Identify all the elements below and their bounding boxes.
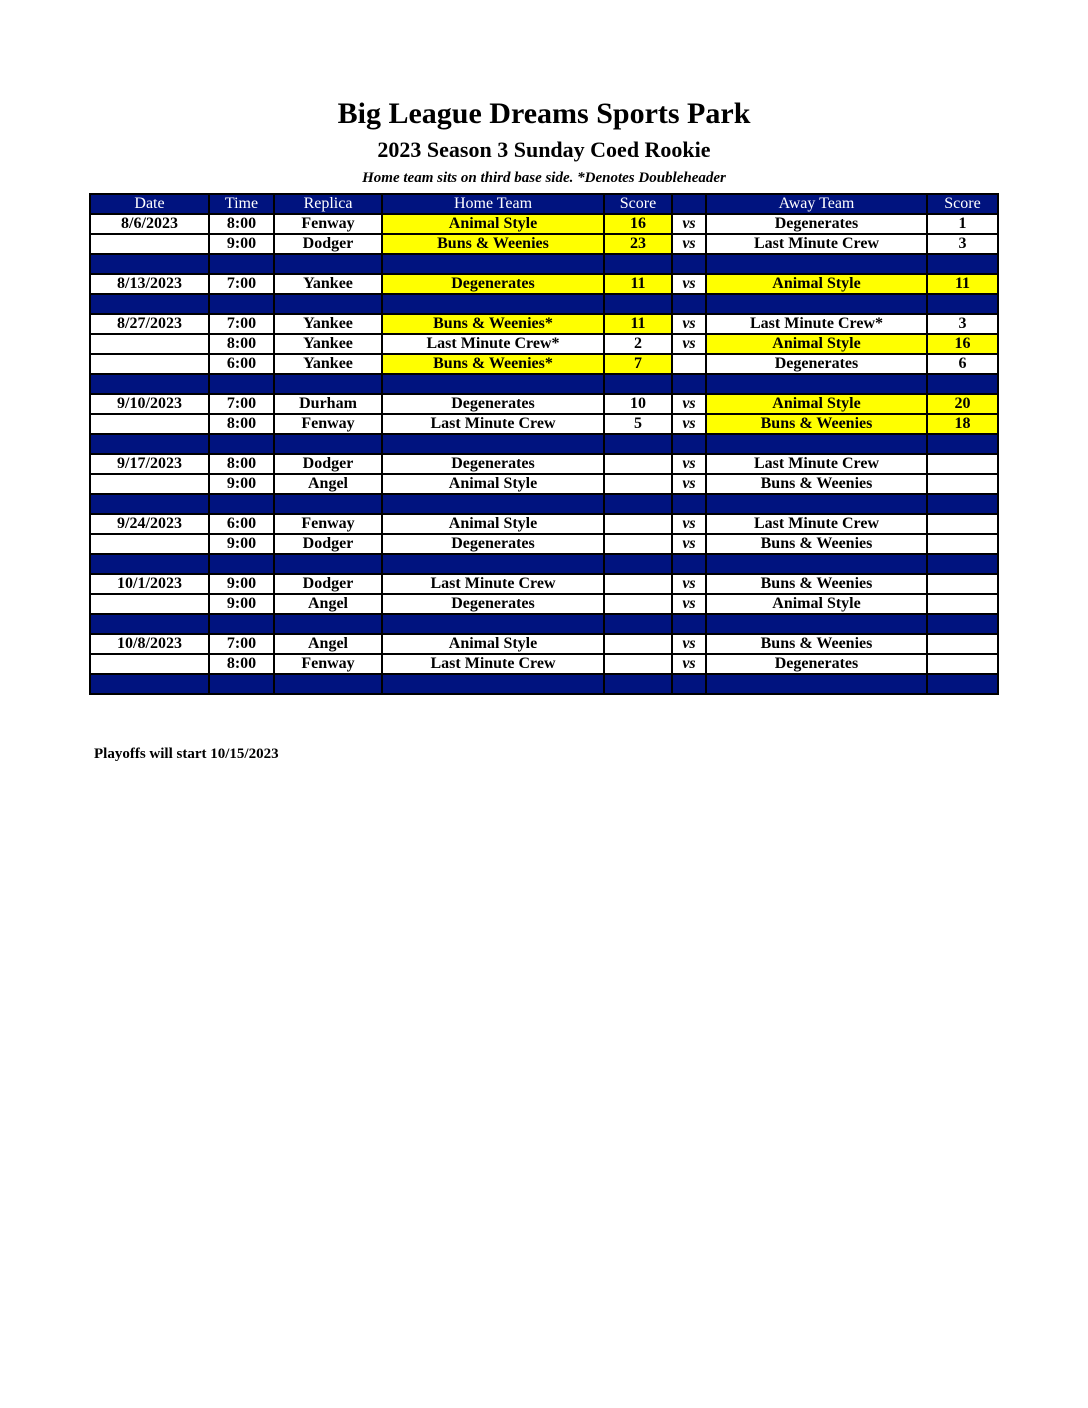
vs-cell: vs <box>672 474 706 494</box>
home-score-cell: 16 <box>604 214 672 234</box>
home-team-cell: Last Minute Crew <box>382 574 604 594</box>
replica-cell: Angel <box>274 634 382 654</box>
away-score-cell <box>927 634 998 654</box>
time-cell: 8:00 <box>209 334 274 354</box>
away-team-cell: Animal Style <box>706 394 927 414</box>
separator-cell <box>209 294 274 314</box>
away-team-cell: Buns & Weenies <box>706 634 927 654</box>
table-header-row <box>90 194 998 214</box>
home-score-cell: 10 <box>604 394 672 414</box>
separator-cell <box>604 434 672 454</box>
date-cell: 8/13/2023 <box>90 274 209 294</box>
home-team-cell: Animal Style <box>382 474 604 494</box>
separator-cell <box>209 254 274 274</box>
home-team-cell: Buns & Weenies <box>382 234 604 254</box>
date-cell <box>90 474 209 494</box>
away-score-cell: 18 <box>927 414 998 434</box>
separator-cell <box>274 374 382 394</box>
replica-cell: Fenway <box>274 214 382 234</box>
home-team-cell: Last Minute Crew* <box>382 334 604 354</box>
away-team-cell: Buns & Weenies <box>706 574 927 594</box>
time-cell: 9:00 <box>209 234 274 254</box>
date-cell <box>90 414 209 434</box>
away-team-cell: Last Minute Crew* <box>706 314 927 334</box>
time-cell: 9:00 <box>209 474 274 494</box>
separator-cell <box>672 674 706 694</box>
separator-cell <box>604 494 672 514</box>
vs-cell: vs <box>672 214 706 234</box>
playoffs-note: Playoffs will start 10/15/2023 <box>94 746 279 762</box>
separator-cell <box>382 434 604 454</box>
column-header-away-team: Away Team <box>706 194 927 214</box>
table-row <box>90 574 998 594</box>
date-cell <box>90 534 209 554</box>
away-score-cell <box>927 474 998 494</box>
replica-cell: Dodger <box>274 574 382 594</box>
separator-cell <box>706 554 927 574</box>
separator-row <box>90 434 998 454</box>
replica-cell: Durham <box>274 394 382 414</box>
home-score-cell <box>604 514 672 534</box>
home-team-cell: Buns & Weenies* <box>382 314 604 334</box>
separator-cell <box>209 494 274 514</box>
time-cell: 6:00 <box>209 354 274 374</box>
home-score-cell: 2 <box>604 334 672 354</box>
column-header-date: Date <box>90 194 209 214</box>
replica-cell: Yankee <box>274 274 382 294</box>
time-cell: 9:00 <box>209 574 274 594</box>
home-team-cell: Degenerates <box>382 534 604 554</box>
separator-row <box>90 674 998 694</box>
separator-cell <box>274 674 382 694</box>
home-team-cell: Degenerates <box>382 594 604 614</box>
separator-cell <box>927 434 998 454</box>
separator-cell <box>927 254 998 274</box>
time-cell: 8:00 <box>209 214 274 234</box>
separator-row <box>90 294 998 314</box>
replica-cell: Fenway <box>274 654 382 674</box>
home-score-cell <box>604 634 672 654</box>
separator-cell <box>706 294 927 314</box>
separator-cell <box>274 554 382 574</box>
time-cell: 7:00 <box>209 274 274 294</box>
separator-cell <box>706 254 927 274</box>
replica-cell: Dodger <box>274 234 382 254</box>
separator-cell <box>604 294 672 314</box>
time-cell: 8:00 <box>209 414 274 434</box>
separator-cell <box>672 254 706 274</box>
separator-cell <box>274 434 382 454</box>
separator-cell <box>274 254 382 274</box>
date-cell: 8/6/2023 <box>90 214 209 234</box>
separator-cell <box>209 434 274 454</box>
separator-cell <box>672 434 706 454</box>
time-cell: 6:00 <box>209 514 274 534</box>
vs-cell: vs <box>672 514 706 534</box>
separator-cell <box>382 254 604 274</box>
vs-cell: vs <box>672 654 706 674</box>
away-team-cell: Degenerates <box>706 354 927 374</box>
date-cell <box>90 234 209 254</box>
table-row <box>90 394 998 414</box>
home-team-cell: Degenerates <box>382 394 604 414</box>
separator-cell <box>706 614 927 634</box>
table-row <box>90 474 998 494</box>
home-score-cell <box>604 454 672 474</box>
date-cell: 8/27/2023 <box>90 314 209 334</box>
separator-cell <box>274 494 382 514</box>
home-team-cell: Degenerates <box>382 454 604 474</box>
separator-cell <box>927 674 998 694</box>
away-team-cell: Buns & Weenies <box>706 414 927 434</box>
separator-cell <box>382 494 604 514</box>
separator-cell <box>90 294 209 314</box>
away-score-cell <box>927 654 998 674</box>
page-subtitle: 2023 Season 3 Sunday Coed Rookie <box>377 137 711 162</box>
away-team-cell: Degenerates <box>706 654 927 674</box>
table-row <box>90 634 998 654</box>
table-row <box>90 274 998 294</box>
away-score-cell <box>927 594 998 614</box>
schedule-note: Home team sits on third base side. *Denotes Doubleheader <box>362 170 726 186</box>
replica-cell: Fenway <box>274 414 382 434</box>
vs-cell: vs <box>672 594 706 614</box>
vs-cell: vs <box>672 334 706 354</box>
table-row <box>90 654 998 674</box>
away-team-cell: Last Minute Crew <box>706 454 927 474</box>
table-row <box>90 514 998 534</box>
date-cell <box>90 334 209 354</box>
separator-cell <box>274 294 382 314</box>
away-score-cell: 3 <box>927 234 998 254</box>
away-score-cell: 11 <box>927 274 998 294</box>
date-cell <box>90 654 209 674</box>
date-cell <box>90 594 209 614</box>
table-row <box>90 594 998 614</box>
home-score-cell: 11 <box>604 314 672 334</box>
separator-cell <box>209 554 274 574</box>
vs-cell: vs <box>672 274 706 294</box>
separator-cell <box>927 294 998 314</box>
separator-row <box>90 554 998 574</box>
separator-cell <box>90 254 209 274</box>
home-team-cell: Animal Style <box>382 214 604 234</box>
home-team-cell: Buns & Weenies* <box>382 354 604 374</box>
home-team-cell: Degenerates <box>382 274 604 294</box>
separator-cell <box>382 614 604 634</box>
separator-cell <box>672 554 706 574</box>
vs-cell: vs <box>672 414 706 434</box>
vs-cell: vs <box>672 454 706 474</box>
separator-row <box>90 374 998 394</box>
away-score-cell: 1 <box>927 214 998 234</box>
date-cell: 9/10/2023 <box>90 394 209 414</box>
away-score-cell <box>927 454 998 474</box>
separator-cell <box>382 374 604 394</box>
away-score-cell <box>927 574 998 594</box>
home-score-cell <box>604 574 672 594</box>
home-score-cell <box>604 534 672 554</box>
vs-cell: vs <box>672 394 706 414</box>
separator-cell <box>90 494 209 514</box>
time-cell: 9:00 <box>209 534 274 554</box>
away-team-cell: Buns & Weenies <box>706 534 927 554</box>
table-row <box>90 314 998 334</box>
vs-cell: vs <box>672 634 706 654</box>
home-score-cell: 5 <box>604 414 672 434</box>
separator-cell <box>927 374 998 394</box>
away-score-cell: 3 <box>927 314 998 334</box>
time-cell: 8:00 <box>209 454 274 474</box>
away-score-cell <box>927 534 998 554</box>
separator-cell <box>274 614 382 634</box>
separator-cell <box>672 614 706 634</box>
table-row <box>90 354 998 374</box>
time-cell: 7:00 <box>209 394 274 414</box>
home-score-cell: 7 <box>604 354 672 374</box>
home-score-cell: 23 <box>604 234 672 254</box>
column-header-replica: Replica <box>274 194 382 214</box>
separator-cell <box>604 554 672 574</box>
table-row <box>90 534 998 554</box>
separator-cell <box>90 374 209 394</box>
time-cell: 7:00 <box>209 314 274 334</box>
away-team-cell: Animal Style <box>706 594 927 614</box>
separator-cell <box>927 554 998 574</box>
separator-cell <box>706 434 927 454</box>
replica-cell: Yankee <box>274 334 382 354</box>
replica-cell: Angel <box>274 594 382 614</box>
separator-cell <box>382 294 604 314</box>
separator-cell <box>672 494 706 514</box>
time-cell: 9:00 <box>209 594 274 614</box>
separator-cell <box>604 614 672 634</box>
home-score-cell <box>604 654 672 674</box>
separator-cell <box>209 614 274 634</box>
column-header-home-team: Home Team <box>382 194 604 214</box>
column-header-home-score: Score <box>604 194 672 214</box>
replica-cell: Dodger <box>274 454 382 474</box>
separator-cell <box>706 674 927 694</box>
separator-row <box>90 614 998 634</box>
separator-cell <box>927 614 998 634</box>
vs-cell: vs <box>672 534 706 554</box>
column-header-time: Time <box>209 194 274 214</box>
replica-cell: Fenway <box>274 514 382 534</box>
time-cell: 8:00 <box>209 654 274 674</box>
page-title: Big League Dreams Sports Park <box>337 97 751 130</box>
home-team-cell: Last Minute Crew <box>382 414 604 434</box>
separator-cell <box>382 674 604 694</box>
separator-cell <box>672 374 706 394</box>
away-team-cell: Buns & Weenies <box>706 474 927 494</box>
separator-cell <box>382 554 604 574</box>
date-cell: 9/24/2023 <box>90 514 209 534</box>
home-team-cell: Animal Style <box>382 634 604 654</box>
separator-cell <box>672 294 706 314</box>
date-cell: 9/17/2023 <box>90 454 209 474</box>
home-score-cell <box>604 594 672 614</box>
replica-cell: Yankee <box>274 314 382 334</box>
away-score-cell: 20 <box>927 394 998 414</box>
away-team-cell: Animal Style <box>706 334 927 354</box>
separator-cell <box>90 554 209 574</box>
separator-row <box>90 254 998 274</box>
schedule-table <box>89 193 999 695</box>
separator-cell <box>604 374 672 394</box>
home-score-cell: 11 <box>604 274 672 294</box>
separator-cell <box>209 674 274 694</box>
away-team-cell: Animal Style <box>706 274 927 294</box>
home-team-cell: Animal Style <box>382 514 604 534</box>
separator-cell <box>90 614 209 634</box>
separator-cell <box>209 374 274 394</box>
separator-cell <box>706 494 927 514</box>
date-cell <box>90 354 209 374</box>
away-score-cell: 16 <box>927 334 998 354</box>
home-score-cell <box>604 474 672 494</box>
separator-cell <box>927 494 998 514</box>
away-score-cell: 6 <box>927 354 998 374</box>
table-row <box>90 414 998 434</box>
table-row <box>90 234 998 254</box>
replica-cell: Dodger <box>274 534 382 554</box>
table-row <box>90 334 998 354</box>
away-score-cell <box>927 514 998 534</box>
home-team-cell: Last Minute Crew <box>382 654 604 674</box>
date-cell: 10/1/2023 <box>90 574 209 594</box>
away-team-cell: Last Minute Crew <box>706 514 927 534</box>
separator-cell <box>604 254 672 274</box>
separator-cell <box>90 674 209 694</box>
column-header-vs <box>672 194 706 214</box>
table-row <box>90 454 998 474</box>
time-cell: 7:00 <box>209 634 274 654</box>
vs-cell: vs <box>672 314 706 334</box>
separator-cell <box>90 434 209 454</box>
table-row <box>90 214 998 234</box>
away-team-cell: Degenerates <box>706 214 927 234</box>
replica-cell: Angel <box>274 474 382 494</box>
column-header-away-score: Score <box>927 194 998 214</box>
separator-cell <box>706 374 927 394</box>
date-cell: 10/8/2023 <box>90 634 209 654</box>
separator-row <box>90 494 998 514</box>
vs-cell <box>672 354 706 374</box>
away-team-cell: Last Minute Crew <box>706 234 927 254</box>
vs-cell: vs <box>672 574 706 594</box>
separator-cell <box>604 674 672 694</box>
vs-cell: vs <box>672 234 706 254</box>
replica-cell: Yankee <box>274 354 382 374</box>
